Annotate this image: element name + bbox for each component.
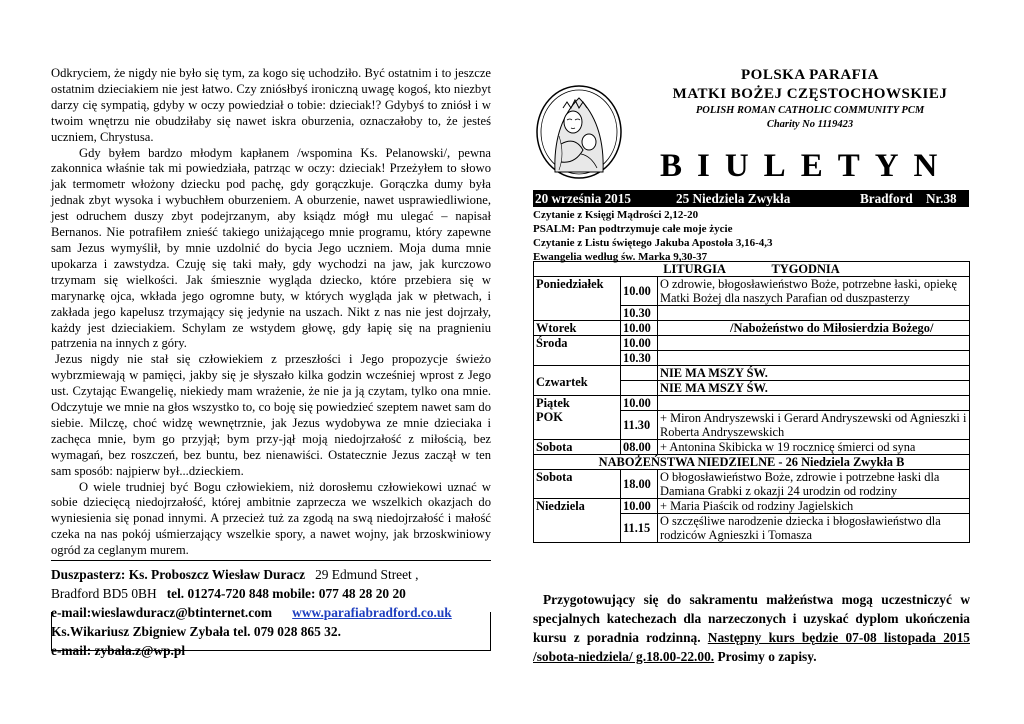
table-header: [534, 262, 970, 277]
day-label: [534, 396, 621, 440]
header-liturgy: LITURGIA: [663, 262, 726, 276]
intention: [658, 396, 970, 411]
time: [621, 366, 658, 381]
place: Bradford: [860, 191, 913, 206]
intention: O szczęśliwe narodzenie dziecka i błogosławieństwo dla rodziców Agnieszki i Tomasza: [658, 514, 970, 543]
intention: O zdrowie, błogosławieństwo Boże, potrzebne łaski, opiekę Matki Bożej dla naszych Parafian od duszpasterzy: [658, 277, 970, 306]
english-subtitle: POLISH ROMAN CATHOLIC COMMUNITY PCM: [695, 105, 925, 116]
article-paragraph: Jezus nigdy nie stał się człowiekiem z przeszłości i Jego propozycje świeżo wybrzmiewają w pamięci, jakby się je słyszało kilka godzin wcześniej wprost z Jego ust. Czytając Ewangelię, niekiedy mam wrażenie, że nie ja ją czytam, tylko ona mnie. Odczytuje we mnie na głos wszystko to, co boję się powiedzieć szeptem nawet sam do siebie. Milczę, choć widzę wewnętrznie, jak Jezus wydobywa ze mnie dzieciaka i zachęca mnie, bym go przyjął; bym przy-jął moją niedojrzałość z miłością, bez wymagań, bez roszczeń, bez buntu, bez nienawiści. Ostatecznie Jezus zaczął w ten sam sposób: najpierw był...dzieckiem.: [51, 352, 491, 478]
day-label: Czwartek: [534, 366, 621, 396]
article-column: [51, 66, 491, 559]
table-row: [534, 499, 970, 514]
day-label: Niedziela: [534, 499, 621, 543]
table-row: [534, 277, 970, 306]
intention: NIE MA MSZY ŚW.: [658, 366, 970, 381]
time: 10.00: [621, 396, 658, 411]
phones: tel. 01274-720 848 mobile: 077 48 28 20 20: [166, 586, 406, 601]
bulletin-title: BIULETYN: [660, 148, 953, 184]
gospel: Ewangelia według św. Marka 9,30-37: [533, 251, 708, 263]
intention: + Antonina Skibicka w 19 rocznicę śmierci od syna: [658, 440, 970, 455]
table-row: [534, 366, 970, 381]
intention: [658, 351, 970, 366]
article-paragraph: Gdy byłem bardzo młodym kapłanem /wspomina Ks. Pelanowski/, pewna zakonnica właśnie tak mi powiedziała, patrząc w oczy: dzieciak! Przeżyłem to słowo jak termometr włożony dziecku pod pachę, gdy gorączkuje. Gorączka dumy była jednak zbyt wysoka i wybuchłem oburzeniem. A oburzenie, nawet usprawiedliwione, jest odruchem duszy zbyt podejrzanym, aby ksiądz mógł mu ulegać – napisał Bernanos. Nie potrafiłem znieść takiego uniżającego mnie programu, który zapewne sam Jezus wymyślił, by mnie uzdolnić do bycia Jego uczniem. Moja duma mnie upokarza i zawstydza. Czuję się taki mały, gdy wychodzi na jaw, jak kurczowo trzymam się wielkości. Jak śmiesznie wygląda dziecko, które przebiera się w marynarkę ojca, wkłada jego ogromne buty, w których wygląda jak w płetwach, i zakłada jego kapelusz trzymający się jedynie na uszach. Nikt z nas nie jest dojrzały, każdy jest dzieciakiem. Schylam ze wstydem głowę, gdy łapię się na pragnieniu patrzenia na innych z góry.: [51, 145, 491, 351]
time: 08.00: [621, 440, 658, 455]
charity-number: Charity No 1119423: [766, 119, 854, 130]
sunday-services-header: NABOŻEŃSTWA NIEDZIELNE - 26 Niedziela Zwykła B: [534, 455, 970, 470]
intention: + Maria Piaścik od rodziny Jagielskich: [658, 499, 970, 514]
day-label: Wtorek: [534, 321, 621, 336]
readings: [533, 208, 973, 264]
title-line-1: POLSKA PARAFIA: [741, 67, 879, 83]
sunday-name: 25 Niedziela Zwykła: [676, 191, 791, 206]
time: 10.00: [621, 321, 658, 336]
article-paragraph: Odkryciem, że nigdy nie było się tym, za kogo się uchodziło. Być ostatnim i to jeszcze ostatnim dzieciakiem nie jest łatwo. Czy zniósłbyś ironiczną uwagę kogoś, kto niezbyt darzy cię sympatią, gdyby w oczy powiedział o tobie: dzieciak!? Gdybyś to zniósł i w twoim wnętrzu nie obudziłaby się nawet iskra oburzenia, oznaczałoby to, że jesteś uczniem, Chrystusa.: [51, 66, 491, 144]
date-bar: [533, 190, 969, 207]
madonna-icon: [535, 84, 623, 180]
prep-text: Przygotowujący się do sakramentu małżeństwa mogą uczestniczyć w specjalnych katechezach dla narzeczonych i uzyskać dyplom ukończenia kursu z poradnia rodzinną.: [533, 592, 970, 645]
intention: O błogosławieństwo Boże, zdrowie i potrzebne łaski dla Damiana Grabki z okazji 24 urodzin od rodziny: [658, 470, 970, 499]
website-link[interactable]: www.parafiabradford.co.uk: [292, 605, 452, 620]
day-label: Poniedziałek: [534, 277, 621, 321]
header-week: TYGODNIA: [771, 262, 840, 276]
time: 11.30: [621, 411, 658, 440]
marriage-prep-note: [533, 590, 970, 666]
vicar-box-border: [51, 612, 491, 651]
article-paragraph: O wiele trudniej być Bogu człowiekiem, niż dorosłemu człowiekowi uznać w sobie dziecięcą niedojrzałość, której ambitnie zaprzecza we wszelkich okazjach do wyniesienia się ponad innymi. A przecież tuż za zgodą na swą niedojrzałość i małość czeka na nas pokój uśmierzający wszelkie spory, a nawet wojny, jak brzoskwiniowy ogród za ceglanym murem.: [51, 479, 491, 558]
prep-next-course: Następny kurs będzie 07-08 listopada 2015 /sobota-niedziela/ g.18.00-22.00.: [533, 630, 970, 664]
day-label: Sobota: [534, 440, 621, 455]
day-name: Piątek: [536, 396, 570, 410]
day-label: Sobota: [534, 470, 621, 499]
mass-schedule-table: [533, 261, 970, 543]
intention: [658, 336, 970, 351]
intention: [658, 306, 970, 321]
prep-tail: Prosimy o zapisy.: [714, 649, 817, 664]
vicar-row: Ks.Wikariusz Zbigniew Zybała tel. 079 028 865 32.: [51, 624, 341, 639]
time: 10.30: [621, 351, 658, 366]
pastor-name: Duszpasterz: Ks. Proboszcz Wiesław Duracz: [51, 567, 306, 582]
time: 10.00: [621, 277, 658, 306]
time: 10.00: [621, 499, 658, 514]
time: 10.00: [621, 336, 658, 351]
vicar-email-row: e-mail: zybala.z@wp.pl: [51, 643, 186, 658]
table-row: [534, 470, 970, 499]
bulletin-number: Nr.38: [926, 191, 957, 206]
sunday-header-row: [534, 455, 970, 470]
day-label: Środa: [534, 336, 621, 366]
intention: + Miron Andryszewski i Gerard Andryszewski od Agnieszki i Roberta Andryszewskich: [658, 411, 970, 440]
divider: [51, 560, 491, 561]
table-row: [534, 396, 970, 411]
date: 20 września 2015: [535, 191, 631, 206]
contact-phone-row: [51, 584, 491, 603]
table-header-row: [534, 262, 970, 277]
psalm: PSALM: Pan podtrzymuje całe moje życie: [533, 223, 733, 235]
parish-title: [630, 66, 990, 132]
time: 10.30: [621, 306, 658, 321]
table-row: [534, 336, 970, 351]
time: 18.00: [621, 470, 658, 499]
intention: /Nabożeństwo do Miłosierdzia Bożego/: [658, 321, 970, 336]
table-row: [534, 440, 970, 455]
intention: NIE MA MSZY ŚW.: [658, 381, 970, 396]
time: 11.15: [621, 514, 658, 543]
address: 29 Edmund Street ,: [315, 567, 419, 582]
city: Bradford BD5 0BH: [51, 586, 157, 601]
reading-1: Czytanie z Księgi Mądrości 2,12-20: [533, 209, 699, 221]
pok-label: POK: [536, 410, 563, 424]
reading-2: Czytanie z Listu świętego Jakuba Apostoła 3,16-4,3: [533, 237, 773, 249]
email: e-mail:wieslawduracz@btinternet.com: [51, 605, 273, 620]
title-line-2: MATKI BOŻEJ CZĘSTOCHOWSKIEJ: [672, 86, 948, 102]
table-row: [534, 321, 970, 336]
contact-pastor-row: [51, 565, 491, 584]
time: [621, 381, 658, 396]
